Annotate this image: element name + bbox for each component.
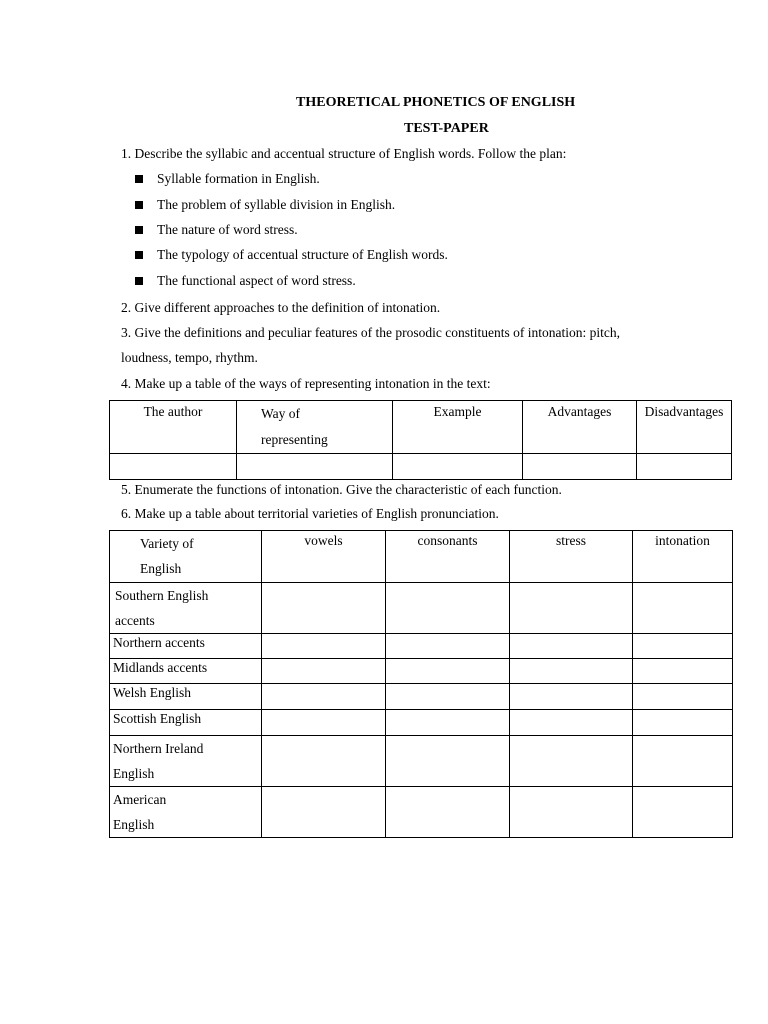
variety-name-cont: English bbox=[113, 817, 155, 832]
bullet-marker bbox=[135, 226, 143, 234]
table-header-row bbox=[110, 401, 732, 454]
bullet-marker bbox=[135, 201, 143, 209]
table-cell[interactable] bbox=[262, 634, 386, 659]
header-advantages: Advantages bbox=[523, 401, 637, 454]
table-header-row bbox=[110, 531, 733, 583]
header-intonation: intonation bbox=[633, 531, 733, 583]
header-variety bbox=[110, 531, 262, 583]
variety-name-cont: accents bbox=[115, 613, 155, 628]
table-cell[interactable] bbox=[633, 710, 733, 736]
bullet-marker bbox=[135, 175, 143, 183]
table-cell[interactable] bbox=[386, 684, 510, 710]
question-3-line-1: 3. Give the definitions and peculiar features of the prosodic constituents of intonation: pitch, bbox=[121, 325, 620, 340]
header-way bbox=[237, 401, 393, 454]
table-cell[interactable] bbox=[237, 454, 393, 480]
question-4: 4. Make up a table of the ways of representing intonation in the text: bbox=[121, 376, 491, 391]
table-cell[interactable] bbox=[386, 710, 510, 736]
variety-label bbox=[110, 684, 262, 710]
document-title: THEORETICAL PHONETICS OF ENGLISH bbox=[296, 95, 576, 110]
bullet-marker bbox=[135, 277, 143, 285]
header-disadvantages: Disadvantages bbox=[637, 401, 732, 454]
table-cell[interactable] bbox=[262, 684, 386, 710]
variety-label bbox=[110, 710, 262, 736]
document-subtitle: TEST-PAPER bbox=[404, 121, 489, 136]
variety-name: Southern English bbox=[115, 588, 209, 603]
variety-label bbox=[110, 659, 262, 684]
header-vowels: vowels bbox=[262, 531, 386, 583]
bullet-item: The typology of accentual structure of English words. bbox=[157, 247, 448, 262]
table-cell[interactable] bbox=[262, 583, 386, 634]
header-consonants: consonants bbox=[386, 531, 510, 583]
table-row bbox=[110, 583, 733, 634]
variety-name-cont: English bbox=[113, 766, 155, 781]
variety-label bbox=[110, 787, 262, 838]
header-way-line-1: Way of bbox=[261, 406, 301, 421]
table-cell[interactable] bbox=[510, 684, 633, 710]
table-cell[interactable] bbox=[633, 684, 733, 710]
table-cell[interactable] bbox=[386, 634, 510, 659]
header-author: The author bbox=[110, 401, 237, 454]
table-row bbox=[110, 736, 733, 787]
variety-name: Northern accents bbox=[113, 635, 205, 650]
table-row bbox=[110, 634, 733, 659]
table-cell[interactable] bbox=[637, 454, 732, 480]
variety-name: Welsh English bbox=[113, 685, 192, 700]
variety-name: Northern Ireland bbox=[113, 741, 204, 756]
question-5: 5. Enumerate the functions of intonation. Give the characteristic of each function. bbox=[121, 482, 562, 497]
table-cell[interactable] bbox=[510, 583, 633, 634]
table-cell[interactable] bbox=[262, 736, 386, 787]
header-variety-line-1: Variety of bbox=[140, 536, 194, 551]
variety-label bbox=[110, 736, 262, 787]
table-cell[interactable] bbox=[633, 659, 733, 684]
header-stress: stress bbox=[510, 531, 633, 583]
header-way-line-2: representing bbox=[261, 432, 328, 447]
table-cell[interactable] bbox=[262, 710, 386, 736]
table-cell[interactable] bbox=[386, 736, 510, 787]
table-cell[interactable] bbox=[386, 787, 510, 838]
table-row bbox=[110, 787, 733, 838]
table-cell[interactable] bbox=[633, 736, 733, 787]
table-row bbox=[110, 710, 733, 736]
bullet-item: The problem of syllable division in English. bbox=[157, 197, 396, 212]
table-cell[interactable] bbox=[386, 583, 510, 634]
table-cell[interactable] bbox=[262, 787, 386, 838]
bullet-marker bbox=[135, 251, 143, 259]
question-2: 2. Give different approaches to the definition of intonation. bbox=[121, 300, 441, 315]
bullet-item: Syllable formation in English. bbox=[157, 171, 320, 186]
variety-name: Scottish English bbox=[113, 711, 202, 726]
table-cell[interactable] bbox=[510, 736, 633, 787]
bullet-item: The nature of word stress. bbox=[157, 222, 298, 237]
header-variety-line-2: English bbox=[140, 561, 182, 576]
table-cell[interactable] bbox=[386, 659, 510, 684]
variety-label bbox=[110, 634, 262, 659]
variety-name: American bbox=[113, 792, 167, 807]
question-3-line-2: loudness, tempo, rhythm. bbox=[121, 350, 258, 365]
table-cell[interactable] bbox=[633, 787, 733, 838]
table-cell[interactable] bbox=[510, 787, 633, 838]
variety-name: Midlands accents bbox=[113, 660, 208, 675]
table-cell[interactable] bbox=[262, 659, 386, 684]
representation-table bbox=[109, 400, 732, 480]
table-row bbox=[110, 454, 732, 480]
varieties-table bbox=[109, 530, 733, 838]
header-example: Example bbox=[393, 401, 523, 454]
table-cell[interactable] bbox=[510, 710, 633, 736]
question-1: 1. Describe the syllabic and accentual structure of English words. Follow the plan: bbox=[121, 146, 567, 161]
question-6: 6. Make up a table about territorial varieties of English pronunciation. bbox=[121, 506, 499, 521]
table-cell[interactable] bbox=[110, 454, 237, 480]
table-cell[interactable] bbox=[633, 634, 733, 659]
table-cell[interactable] bbox=[510, 659, 633, 684]
table-cell[interactable] bbox=[393, 454, 523, 480]
table-cell[interactable] bbox=[523, 454, 637, 480]
table-row bbox=[110, 684, 733, 710]
variety-label bbox=[110, 583, 262, 634]
table-cell[interactable] bbox=[633, 583, 733, 634]
table-row bbox=[110, 659, 733, 684]
table-cell[interactable] bbox=[510, 634, 633, 659]
bullet-item: The functional aspect of word stress. bbox=[157, 273, 356, 288]
